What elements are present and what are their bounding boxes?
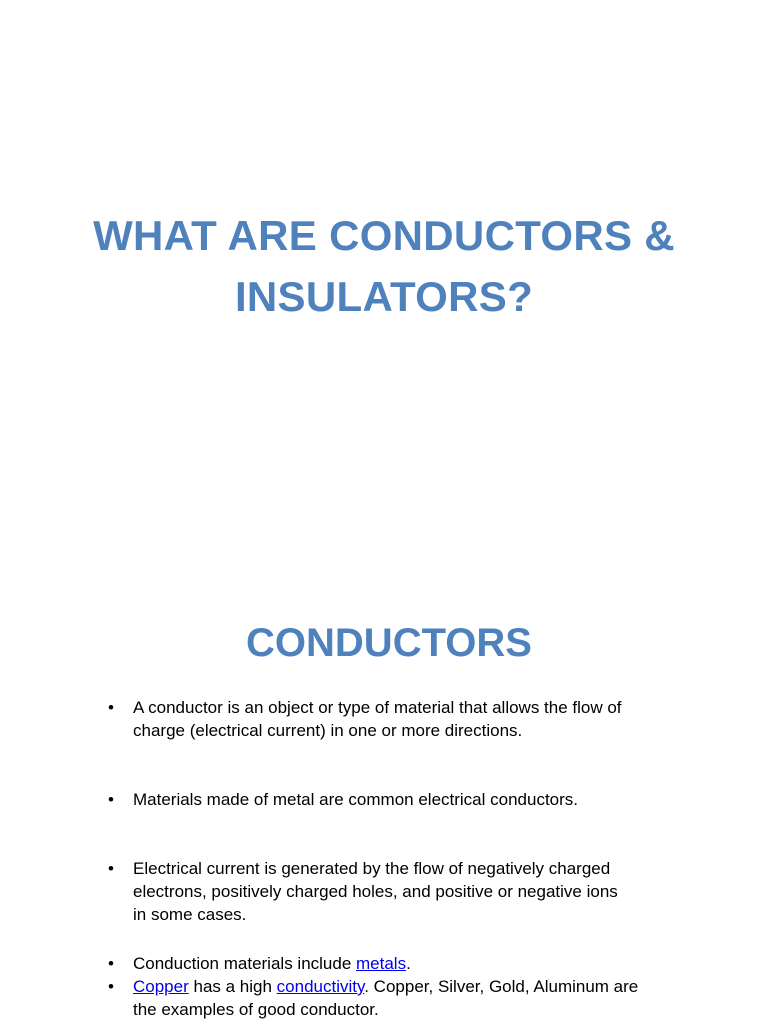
bullet-item xyxy=(108,788,673,811)
bullet-dot: • xyxy=(108,954,114,973)
bullet-dot: • xyxy=(108,790,114,809)
slide-1-title-line-1: WHAT ARE CONDUCTORS & xyxy=(93,212,675,259)
bullet-text: Conduction materials include xyxy=(133,954,357,973)
bullet-text-line: Electrical current is generated by the flow of negatively charged xyxy=(133,859,611,878)
bullet-item xyxy=(108,857,673,926)
copper-link[interactable]: Copper xyxy=(133,977,189,996)
bullet-dot: • xyxy=(108,859,114,878)
bullet-text: . Copper, Silver, Gold, Aluminum are xyxy=(364,977,639,996)
bullet-item xyxy=(108,975,673,1021)
bullet-text-line: the examples of good conductor. xyxy=(133,1000,379,1019)
slide-1-title-line-2: INSULATORS? xyxy=(234,273,534,320)
metals-link[interactable]: metals xyxy=(356,954,407,973)
bullet-text-line: in some cases. xyxy=(133,905,247,924)
bullet-text: has a high xyxy=(188,977,277,996)
bullet-text-line: charge (electrical current) in one or more directions. xyxy=(133,721,523,740)
bullet-item xyxy=(108,952,673,975)
slide-2-title: CONDUCTORS xyxy=(246,621,532,665)
bullet-text-line: electrons, positively charged holes, and positive or negative ions xyxy=(133,882,618,901)
bullet-text: . xyxy=(406,954,411,973)
conductivity-link[interactable]: conductivity xyxy=(276,977,365,996)
bullet-item xyxy=(108,696,673,742)
slide-1-title xyxy=(40,205,728,327)
bullet-text-line: Materials made of metal are common electrical conductors. xyxy=(133,790,579,809)
bullet-dot: • xyxy=(108,977,114,996)
bullet-dot: • xyxy=(108,698,114,717)
bullet-text-line: A conductor is an object or type of material that allows the flow of xyxy=(133,698,622,717)
slide-2 xyxy=(0,512,768,1024)
